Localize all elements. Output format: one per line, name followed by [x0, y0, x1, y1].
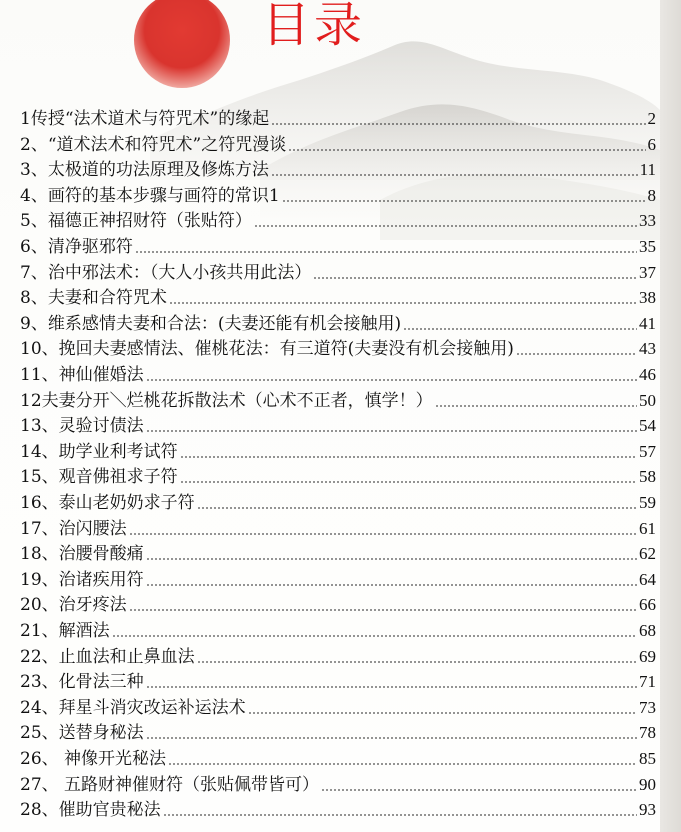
toc-entry-title: 14、助学业利考试符 — [20, 441, 178, 462]
toc-entry-title: 24、拜星斗消灾改运补运法术 — [20, 697, 246, 718]
toc-entry-page-number: 66 — [639, 595, 656, 615]
toc-entry[interactable] — [20, 616, 656, 641]
toc-leader-dots — [168, 749, 637, 766]
toc-entry-title: 22、止血法和止鼻血法 — [20, 646, 195, 667]
toc-entry[interactable] — [20, 718, 656, 743]
toc-leader-dots — [112, 621, 637, 638]
toc-entry-page-number: 78 — [639, 723, 656, 743]
toc-entry-page-number: 59 — [639, 493, 656, 512]
toc-entry-page-number: 61 — [639, 518, 656, 538]
toc-entry-title: 12夫妻分开＼烂桃花拆散法术（心术不正者，慎学！） — [20, 390, 433, 411]
toc-leader-dots — [146, 723, 637, 740]
toc-entry[interactable] — [20, 693, 656, 718]
toc-entry[interactable] — [20, 795, 656, 820]
toc-entry[interactable] — [20, 539, 656, 564]
toc-leader-dots — [516, 339, 637, 356]
toc-entry[interactable] — [20, 565, 656, 590]
toc-entry-title: 2、“道术法术和符咒术”之符咒漫谈 — [20, 134, 287, 155]
toc-entry-title: 5、福德正神招财符（张贴符） — [20, 211, 252, 232]
toc-entry[interactable] — [20, 642, 656, 667]
toc-entry-title: 25、送替身秘法 — [20, 723, 144, 744]
toc-entry[interactable] — [20, 130, 656, 155]
toc-entry-title: 20、治牙疼法 — [20, 595, 127, 616]
toc-entry[interactable] — [20, 744, 656, 769]
toc-entry-title: 3、太极道的功法原理及修炼方法 — [20, 160, 269, 181]
toc-leader-dots — [282, 186, 646, 203]
toc-entry-page-number: 41 — [639, 313, 656, 333]
toc-entry-title: 7、治中邪法术：（大人小孩共用此法） — [20, 262, 312, 283]
toc-leader-dots — [169, 288, 637, 305]
toc-entry-page-number: 90 — [639, 774, 656, 794]
toc-entry[interactable] — [20, 155, 656, 180]
toc-leader-dots — [146, 544, 637, 561]
toc-entry-title: 15、观音佛祖求子符 — [20, 467, 178, 488]
toc-leader-dots — [403, 314, 637, 331]
toc-entry-title: 18、治腰骨酸痛 — [20, 544, 144, 565]
toc-entry-page-number: 57 — [639, 441, 656, 461]
toc-entry-page-number: 38 — [639, 288, 656, 308]
toc-entry-page-number: 71 — [639, 672, 656, 692]
toc-entry[interactable] — [20, 104, 656, 129]
toc-entry[interactable] — [20, 334, 656, 359]
toc-entry-page-number: 46 — [639, 365, 656, 384]
toc-entry-page-number: 93 — [639, 800, 656, 820]
toc-entry[interactable] — [20, 411, 656, 436]
toc-entry-title: 16、泰山老奶奶求子符 — [20, 493, 195, 513]
toc-entry[interactable] — [20, 488, 656, 513]
toc-entry-page-number: 69 — [639, 646, 656, 666]
toc-entry-title: 11、神仙催婚法 — [20, 365, 144, 385]
toc-entry-page-number: 62 — [639, 544, 656, 564]
toc-entry[interactable] — [20, 283, 656, 308]
toc-leader-dots — [271, 160, 638, 177]
toc-leader-dots — [248, 698, 637, 715]
toc-entry-title: 1传授“法术道术与符咒术”的缘起 — [20, 109, 270, 129]
toc-entry-page-number: 33 — [639, 211, 656, 231]
toc-leader-dots — [435, 391, 637, 408]
toc-entry-title: 23、化骨法三种 — [20, 672, 144, 693]
toc-entry-title: 8、夫妻和合符咒术 — [20, 288, 167, 309]
toc-entry[interactable] — [20, 770, 656, 795]
toc-entry-title: 21、解酒法 — [20, 621, 110, 641]
toc-entry-page-number: 35 — [639, 237, 656, 256]
toc-leader-dots — [146, 672, 637, 689]
toc-leader-dots — [254, 211, 637, 228]
toc-entry[interactable] — [20, 462, 656, 487]
toc-leader-dots — [180, 442, 637, 459]
toc-entry-title: 9、维系感情夫妻和合法：(夫妻还能有机会接触用) — [20, 313, 402, 334]
toc-leader-dots — [288, 135, 645, 152]
red-sun-icon — [134, 0, 230, 88]
toc-entry-page-number: 54 — [639, 416, 656, 436]
toc-leader-dots — [197, 493, 637, 510]
toc-entry-page-number: 58 — [639, 467, 656, 487]
toc-leader-dots — [135, 237, 637, 254]
toc-leader-dots — [271, 109, 645, 126]
toc-entry-page-number: 68 — [639, 621, 656, 640]
toc-entry-page-number: 2 — [647, 109, 656, 128]
toc-entry-title: 13、灵验讨债法 — [20, 416, 144, 437]
toc-entry-page-number: 73 — [639, 697, 656, 717]
toc-leader-dots — [129, 595, 637, 612]
toc-entry-page-number: 85 — [639, 749, 656, 768]
toc-entry[interactable] — [20, 386, 656, 411]
toc-entry-page-number: 50 — [639, 390, 656, 410]
toc-entry-title: 28、催助官贵秘法 — [20, 800, 161, 821]
toc-entry[interactable] — [20, 206, 656, 231]
toc-leader-dots — [146, 365, 637, 382]
toc-entry-page-number: 37 — [639, 262, 656, 282]
toc-entry-title: 17、治闪腰法 — [20, 518, 127, 539]
toc-entry-title: 26、 神像开光秘法 — [20, 749, 167, 769]
toc-entry-page-number: 6 — [647, 134, 656, 154]
page-title: 目录 — [262, 0, 367, 53]
toc-entry-title: 10、挽回夫妻感情法、催桃花法：有三道符(夫妻没有机会接触用) — [20, 339, 514, 360]
toc-entry[interactable] — [20, 437, 656, 462]
toc-leader-dots — [129, 519, 637, 536]
toc-entry[interactable] — [20, 360, 656, 385]
toc-entry[interactable] — [20, 590, 656, 615]
toc-entry[interactable] — [20, 258, 656, 283]
toc-entry-page-number: 11 — [639, 160, 656, 180]
toc-entry-page-number: 43 — [639, 339, 656, 359]
toc-leader-dots — [146, 416, 637, 433]
page-edge-shadow — [660, 0, 681, 832]
toc-leader-dots — [146, 570, 637, 587]
toc-leader-dots — [180, 467, 637, 484]
toc-entry-page-number: 8 — [647, 185, 656, 205]
toc-entry[interactable] — [20, 181, 656, 206]
toc-entry-title: 4、画符的基本步骤与画符的常识1 — [20, 185, 280, 206]
toc-leader-dots — [313, 263, 637, 280]
toc-entry[interactable] — [20, 232, 656, 257]
toc-entry[interactable] — [20, 667, 656, 692]
toc-entry[interactable] — [20, 309, 656, 334]
toc-entry-page-number: 64 — [639, 569, 656, 589]
toc-leader-dots — [321, 775, 637, 792]
toc-leader-dots — [197, 647, 637, 664]
toc-entry-title: 27、 五路财神催财符（张贴佩带皆可） — [20, 774, 320, 795]
toc-entry-title: 19、治诸疾用符 — [20, 569, 144, 590]
toc-entry-title: 6、清净驱邪符 — [20, 237, 133, 257]
toc-entry[interactable] — [20, 514, 656, 539]
toc-leader-dots — [163, 800, 637, 817]
